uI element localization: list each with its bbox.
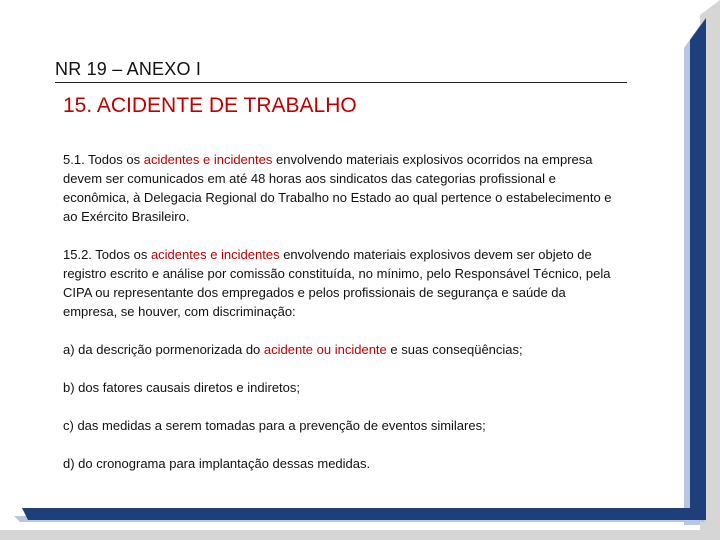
list-item-b: b) dos fatores causais diretos e indiretos; bbox=[63, 380, 301, 395]
paragraph-text: envolvendo materiais explosivos ocorridos na empresa devem ser comunicados em até 48 horas aos sindicatos das categorias profissional e econômica, à Delegacia Regional do Trabalho no Estado ao qual pertence o estabelecimento e ao Exército Brasileiro. bbox=[63, 152, 612, 224]
body-text bbox=[63, 150, 623, 492]
list-item-a bbox=[63, 340, 623, 359]
item-text: e suas conseqüências; bbox=[386, 342, 523, 357]
list-item-c: c) das medidas a serem tomadas para a prevenção de eventos similares; bbox=[63, 418, 486, 433]
paragraph-text: 5.1. Todos os bbox=[63, 152, 144, 167]
item-text: a) da descrição pormenorizada do bbox=[63, 342, 264, 357]
paragraph-text: 15.2. Todos os bbox=[63, 247, 151, 262]
paragraph-15-2 bbox=[63, 245, 623, 321]
slide-header bbox=[55, 58, 627, 83]
list-item-d: d) do cronograma para implantação dessas medidas. bbox=[63, 456, 371, 471]
paragraph-text: envolvendo materiais explosivos devem ser objeto de registro escrito e análise por comissão constituída, no mínimo, pelo Responsável Técnico, pela CIPA ou representante dos empregados e pelos profissionais de segurança e saúde da empresa, se houver, com discriminação: bbox=[63, 247, 611, 319]
highlight-text: acidentes e incidentes bbox=[143, 152, 273, 167]
frame-band-dark-bottom bbox=[22, 508, 706, 520]
frame-shadow-bottom bbox=[0, 530, 720, 540]
header-title: NR 19 – ANEXO I bbox=[55, 59, 202, 79]
section-title: 15. ACIDENTE DE TRABALHO bbox=[63, 94, 357, 117]
frame-band-dark-right bbox=[690, 18, 706, 520]
paragraph-5-1 bbox=[63, 150, 623, 226]
highlight-text: acidentes e incidentes bbox=[150, 247, 280, 262]
highlight-text: acidente ou incidente bbox=[263, 342, 387, 357]
